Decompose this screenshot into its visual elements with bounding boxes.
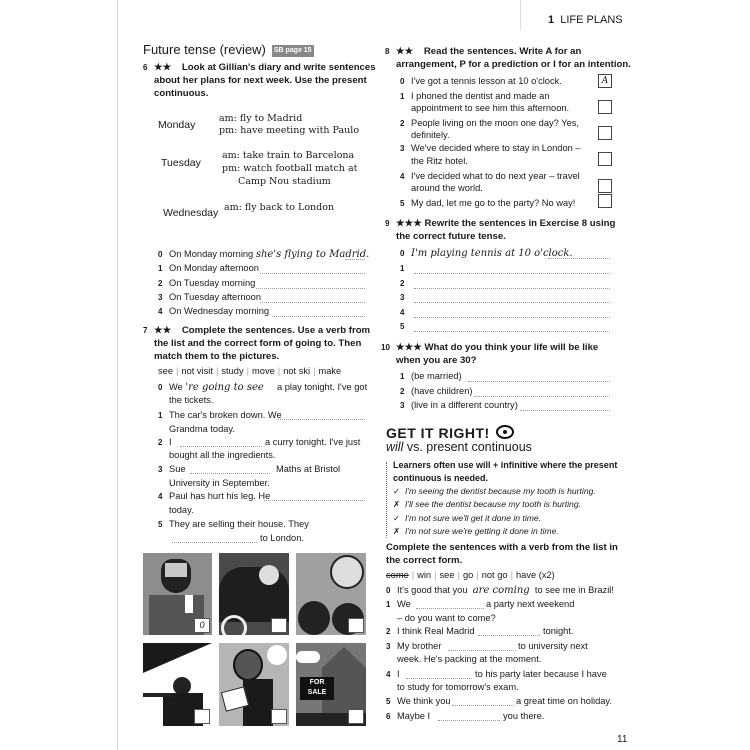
answer-line[interactable] [414, 331, 610, 332]
answer-box[interactable] [598, 179, 612, 193]
picture-answer-box[interactable] [348, 618, 364, 633]
ex6-item [158, 248, 369, 261]
answer-line[interactable] [548, 258, 610, 259]
diary-entry: pm: watch football match at [222, 163, 358, 174]
item-text: My dad, let me go to the party? No way! [411, 198, 576, 208]
for-sale-sign: FOR SALE [300, 677, 334, 700]
item-text: around the world. [411, 183, 483, 193]
subtitle-italic: will [386, 440, 404, 454]
item-text: a great time on holiday. [516, 696, 612, 706]
ex-number: 8 [385, 47, 390, 56]
item-text: Sue [169, 464, 186, 474]
instruction-line: the correct future tense. [396, 231, 506, 242]
item-text: a curry tonight. I've just [265, 437, 361, 447]
instruction-line: Read the sentences. Write A for an [423, 46, 582, 57]
note-divider [386, 462, 387, 538]
word: see [158, 366, 173, 376]
instruction-line: about her plans for next week. Use the present [154, 75, 367, 86]
example-text: I'm seeing the dentist because my tooth is hurting. [404, 486, 596, 496]
word: make [318, 366, 342, 376]
example-text: I'm not sure we're getting it done in time. [404, 526, 559, 536]
header-divider [520, 0, 521, 30]
answer-box[interactable] [598, 194, 612, 208]
ex8-item [400, 142, 581, 155]
ex7-item [158, 409, 282, 422]
item-text: week. He's packing at the moment. [397, 654, 542, 664]
item-number: 6 [386, 712, 391, 721]
picture-answer-box[interactable]: 0 [194, 618, 210, 633]
ex7-item [158, 436, 172, 449]
ex10-item [400, 385, 473, 398]
item-text: (live in a different country) [411, 400, 518, 410]
item-text: I've got a tennis lesson at 10 o'clock. [411, 76, 562, 86]
answer-line[interactable] [190, 473, 270, 474]
answer-line[interactable] [264, 500, 365, 501]
item-text: We [169, 382, 183, 392]
gir-item [386, 668, 400, 681]
item-text: We think you [397, 696, 451, 706]
item-number: 4 [158, 307, 163, 316]
difficulty-stars: ★★ [396, 46, 414, 57]
note-line: Learners often use will + infinitive where the present [393, 460, 618, 470]
instruction-line: Complete the sentences with a verb from the list in [386, 542, 618, 553]
difficulty-stars: ★★★ [396, 342, 422, 353]
example-text: I'm not sure we'll get it done in time. [404, 513, 542, 523]
item-number: 4 [400, 308, 405, 317]
item-text: I think Real Madrid [397, 626, 475, 636]
instruction-line: arrangement, P for a prediction or I for an intention. [396, 59, 631, 70]
item-text: On Tuesday morning [169, 278, 256, 288]
answer-box[interactable] [598, 126, 612, 140]
ex9-item [400, 262, 411, 275]
item-number: 3 [400, 401, 405, 410]
picture-man-with-tickets [143, 553, 212, 635]
gir-item [386, 710, 430, 723]
note-line: continuous is needed. [393, 473, 489, 483]
answer-line[interactable] [468, 381, 610, 382]
item-text: to his party later because I have [475, 669, 607, 679]
word: win [417, 570, 432, 580]
ex7-item [158, 381, 264, 394]
item-text: My brother [397, 641, 442, 651]
diary-entry: am: take train to Barcelona [222, 150, 355, 161]
ex-number: 9 [385, 219, 390, 228]
correct-example [393, 485, 596, 497]
check-icon: ✓ [393, 513, 401, 523]
get-it-right-subtitle [386, 441, 532, 453]
get-it-right-heading [386, 425, 514, 439]
subtitle-text: vs. present continuous [403, 440, 532, 454]
ex-number: 6 [143, 63, 148, 72]
page-edge [117, 0, 118, 750]
instruction-line: Rewrite the sentences in Exercise 8 using [424, 218, 616, 229]
item-text: Paul has hurt his leg. He [169, 491, 271, 501]
item-number: 0 [400, 249, 405, 258]
check-icon: ✓ [393, 486, 401, 496]
ex9-item [400, 320, 411, 333]
gir-item [386, 598, 411, 611]
ex9-instruction [385, 218, 615, 230]
item-number: 5 [400, 322, 405, 331]
ex-number: 10 [381, 343, 390, 352]
answer-line[interactable] [414, 288, 610, 289]
item-number: 5 [158, 520, 163, 529]
word: go [462, 570, 474, 580]
gir-word-list: come | win | see | go | not go | have (x2) [386, 570, 555, 580]
item-text: definitely. [411, 130, 450, 140]
item-number: 1 [386, 600, 391, 609]
item-text: I [169, 437, 172, 447]
picture-answer-box[interactable] [271, 709, 287, 724]
diary-day: Wednesday [163, 207, 219, 219]
item-number: 4 [386, 670, 391, 679]
correct-example [393, 512, 541, 524]
word: study [221, 366, 244, 376]
item-number: 2 [386, 627, 391, 636]
item-text: It's good that you [397, 585, 468, 595]
answer-line[interactable] [414, 273, 610, 274]
diary-day: Monday [158, 119, 196, 131]
word: not go [481, 570, 508, 580]
ex-number: 7 [143, 326, 148, 335]
answer-line[interactable] [478, 635, 540, 636]
diary-entry: Camp Nou stadium [238, 176, 331, 187]
cross-icon: ✗ [393, 499, 401, 509]
picture-student-graduation [219, 643, 289, 726]
incorrect-example [393, 498, 581, 510]
item-text: Maths at Bristol [276, 464, 341, 474]
item-number: 4 [158, 492, 163, 501]
item-number: 2 [158, 438, 163, 447]
item-number: 0 [400, 77, 405, 86]
incorrect-example [393, 525, 559, 537]
ex6-item [158, 277, 255, 290]
item-text: (be married) [411, 371, 462, 381]
item-number: 1 [400, 372, 405, 381]
item-number: 3 [158, 293, 163, 302]
instruction-line: Look at Gillian's diary and write sentences [181, 62, 376, 73]
ex6-item [158, 262, 259, 275]
instruction-line: the correct form. [386, 555, 463, 566]
difficulty-stars: ★★ [154, 62, 172, 73]
example-text: I'll see the dentist because my tooth is hurting. [404, 499, 581, 509]
ex9-item [400, 291, 411, 304]
item-text: I've decided what to do next year – travel [411, 171, 580, 181]
item-number: 4 [400, 172, 405, 181]
unit-title: LIFE PLANS [560, 14, 623, 26]
item-text: We [397, 599, 411, 609]
item-text: (have children) [411, 386, 473, 396]
answer-box[interactable] [598, 100, 612, 114]
cross-icon: ✗ [393, 526, 401, 536]
item-text: the Ritz hotel. [411, 156, 468, 166]
ex10-item [400, 399, 518, 412]
item-number: 1 [158, 411, 163, 420]
instruction-line: match them to the pictures. [154, 351, 280, 362]
item-number: 1 [158, 264, 163, 273]
answer-line[interactable] [172, 542, 257, 543]
item-text: People living on the moon one day? Yes, [411, 118, 579, 128]
item-number: 2 [400, 279, 405, 288]
answer-line[interactable] [260, 302, 365, 303]
item-number: 0 [158, 383, 163, 392]
item-text: today. [169, 505, 194, 515]
ex10-item [400, 370, 462, 383]
example-answer: are coming [472, 585, 530, 596]
word: have (x2) [516, 570, 555, 580]
ex6-item [158, 291, 261, 304]
item-text: On Monday afternoon [169, 263, 259, 273]
item-text: you there. [503, 711, 545, 721]
item-text: a play tonight. I've got [277, 382, 368, 392]
ex9-item [400, 277, 411, 290]
picture-answer-box[interactable] [271, 618, 287, 633]
item-number: 3 [158, 465, 163, 474]
answer-box[interactable]: A [598, 74, 612, 88]
item-text: bought all the ingredients. [169, 450, 276, 460]
diary-entry: am: fly to Madrid [219, 113, 303, 124]
difficulty-stars: ★★ [154, 325, 172, 336]
instruction-line: Complete the sentences. Use a verb from [181, 325, 371, 336]
answer-line[interactable] [272, 316, 365, 317]
ex7-item [158, 490, 270, 503]
item-number: 0 [158, 250, 163, 259]
unit-number: 1 [548, 14, 555, 26]
answer-line[interactable] [474, 396, 610, 397]
word: not visit [181, 366, 213, 376]
answer-line[interactable] [452, 705, 514, 706]
item-number: 2 [400, 119, 405, 128]
page-number: 11 [617, 734, 628, 745]
picture-answer-box[interactable] [194, 709, 210, 724]
item-text: a party next weekend [486, 599, 575, 609]
item-number: 3 [400, 293, 405, 302]
answer-line[interactable] [416, 608, 484, 609]
answer-line[interactable] [260, 273, 365, 274]
ex7-item [158, 463, 186, 476]
sb-page-ref: SB page 15 [272, 45, 314, 57]
item-number: 0 [386, 586, 391, 595]
picture-broken-car [219, 553, 289, 635]
item-number: 5 [386, 697, 391, 706]
item-number: 2 [400, 387, 405, 396]
answer-line[interactable] [278, 419, 365, 420]
ex8-item [400, 75, 562, 88]
ex7-word-list: see | not visit | study | move | not ski | make [158, 366, 342, 376]
answer-line[interactable] [520, 410, 610, 411]
word: see [439, 570, 455, 580]
example-answer: 're going to see [185, 382, 264, 393]
answer-line[interactable] [406, 678, 472, 679]
example-answer: I'm playing tennis at 10 o'clock. [411, 248, 573, 259]
picture-injured-skier [143, 643, 212, 726]
ex7-item [158, 518, 309, 531]
item-text: the tickets. [169, 395, 214, 405]
item-text: to see me in Brazil! [534, 585, 614, 595]
answer-box[interactable] [598, 152, 612, 166]
item-text: University in September. [169, 478, 270, 488]
item-number: 5 [400, 199, 405, 208]
ex8-item [400, 197, 575, 210]
item-text: On Wednesday morning [169, 306, 270, 316]
picture-house-for-sale [296, 643, 366, 726]
ex9-item [400, 306, 411, 319]
instruction-line: when you are 30? [396, 355, 477, 366]
difficulty-stars: ★★★ [396, 218, 422, 229]
item-text: Maybe I [397, 711, 431, 721]
answer-line[interactable] [345, 259, 365, 260]
gir-item [386, 625, 475, 638]
diary-entry: am: fly back to London [224, 202, 335, 213]
heading-text: GET IT RIGHT! [386, 425, 490, 441]
word: move [252, 366, 275, 376]
answer-line[interactable] [414, 317, 610, 318]
item-text: They are selling their house. They [169, 519, 309, 529]
picture-woman-shopping [296, 553, 366, 635]
item-text: Grandma today. [169, 424, 235, 434]
gir-item [386, 584, 614, 597]
gir-item [386, 695, 451, 708]
gir-item [386, 640, 441, 653]
ex6-instruction [143, 62, 376, 74]
answer-line[interactable] [414, 302, 610, 303]
item-text: to London. [260, 533, 304, 543]
example-answer: she's flying to Madrid. [255, 249, 370, 260]
item-text: The car's broken down. We [169, 410, 282, 420]
diary-day: Tuesday [161, 157, 201, 169]
item-text: We've decided where to stay in London – [411, 143, 581, 153]
instruction-line: the list and the correct form of going to. Then [154, 338, 362, 349]
section-title-text: Future tense (review) [143, 42, 266, 57]
ex6-item [158, 305, 269, 318]
answer-line[interactable] [448, 650, 516, 651]
instruction-line: continuous. [154, 88, 209, 99]
diary-entry: pm: have meeting with Paulo [219, 125, 360, 136]
item-number: 1 [400, 264, 405, 273]
item-text: On Tuesday afternoon [169, 292, 261, 302]
item-text: tonight. [543, 626, 574, 636]
section-title [143, 44, 314, 57]
picture-answer-box[interactable] [348, 709, 364, 724]
item-number: 3 [386, 642, 391, 651]
item-text: I [397, 669, 400, 679]
ex9-item [400, 247, 573, 260]
item-text: appointment to see him this afternoon. [411, 103, 570, 113]
item-text: – do you want to come? [397, 613, 496, 623]
answer-line[interactable] [180, 446, 262, 447]
ex10-instruction [381, 342, 598, 354]
answer-line[interactable] [256, 288, 365, 289]
item-number: 2 [158, 279, 163, 288]
item-text: to study for tomorrow's exam. [397, 682, 519, 692]
ex7-instruction [143, 325, 370, 337]
answer-line[interactable] [438, 720, 500, 721]
ex8-instruction [385, 46, 581, 58]
item-number: 3 [400, 144, 405, 153]
instruction-line: What do you think your life will be like [424, 342, 599, 353]
item-number: 1 [400, 92, 405, 101]
word-used: come [386, 570, 409, 580]
eye-icon [496, 425, 514, 439]
unit-header [548, 14, 623, 26]
item-text: On Monday morning [169, 249, 254, 259]
item-text: to university next [518, 641, 588, 651]
item-text: I phoned the dentist and made an [411, 91, 550, 101]
word: not ski [283, 366, 311, 376]
